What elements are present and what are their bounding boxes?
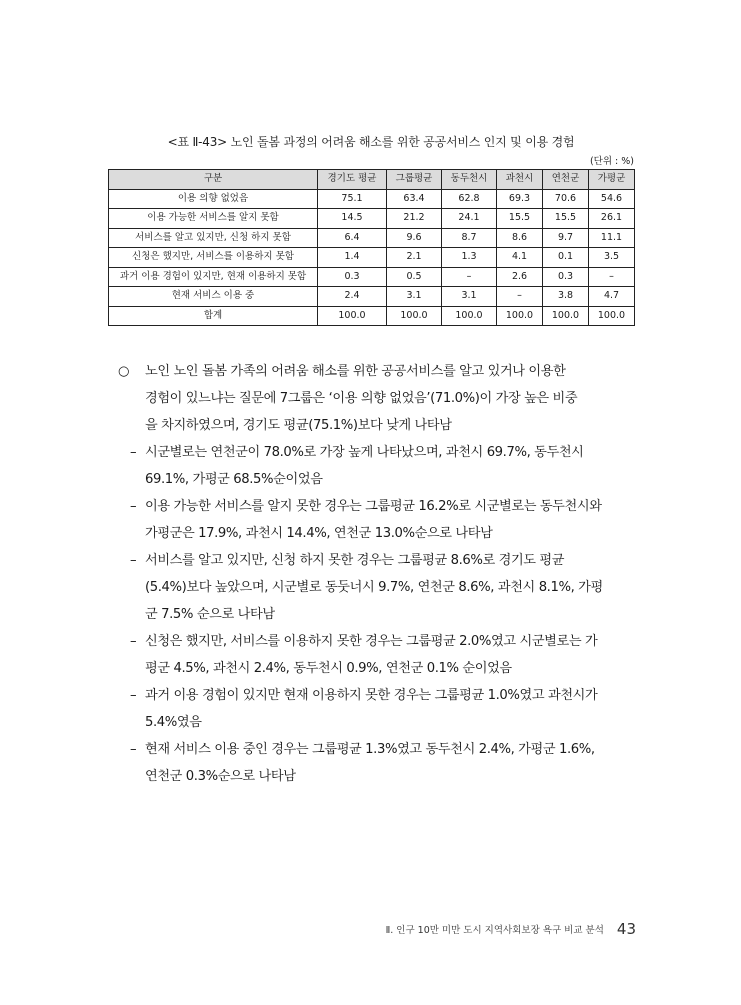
table-cell: 15.5 — [497, 209, 543, 229]
table-cell: 100.0 — [442, 306, 497, 326]
table-row — [109, 287, 635, 307]
table-cell: 26.1 — [589, 209, 635, 229]
row-label: 이용 의향 없었음 — [109, 189, 318, 209]
text-line: 노인 노인 돌봄 가족의 어려움 해소를 위한 공공서비스를 알고 있거나 이용한 — [145, 364, 566, 379]
text-line: 신청은 했지만, 서비스를 이용하지 못한 경우는 그룹평균 2.0%였고 시군별로는 가 — [145, 634, 598, 649]
table-cell: 1.4 — [318, 248, 387, 268]
table-cell: 11.1 — [589, 228, 635, 248]
table-cell: 9.7 — [543, 228, 589, 248]
table-cell: 4.7 — [589, 287, 635, 307]
column-header: 동두천시 — [442, 170, 497, 190]
dash-bullet-icon: – — [130, 688, 137, 703]
text-line: 가평군은 17.9%, 과천시 14.4%, 연천군 13.0%순으로 나타남 — [145, 526, 493, 541]
row-label: 서비스를 알고 있지만, 신청 하지 못함 — [109, 228, 318, 248]
table-cell: 62.8 — [442, 189, 497, 209]
table-caption: <표 Ⅱ-43> 노인 돌봄 과정의 어려움 해소를 위한 공공서비스 인지 및 이용 경험 — [167, 135, 575, 149]
column-header: 과천시 — [497, 170, 543, 190]
table-cell: 2.6 — [497, 267, 543, 287]
table-cell: 3.5 — [589, 248, 635, 268]
row-label: 신청은 했지만, 서비스를 이용하지 못함 — [109, 248, 318, 268]
dash-item — [118, 682, 638, 736]
table-cell: 100.0 — [318, 306, 387, 326]
dash-item — [118, 547, 638, 628]
column-header: 그룹평균 — [387, 170, 442, 190]
column-header: 경기도 평균 — [318, 170, 387, 190]
table-cell: 14.5 — [318, 209, 387, 229]
dash-bullet-icon: – — [130, 742, 137, 757]
column-header: 연천군 — [543, 170, 589, 190]
bullet-item — [118, 358, 638, 439]
page-number: 43 — [616, 920, 636, 938]
table-cell: 9.6 — [387, 228, 442, 248]
text-line: 군 7.5% 순으로 나타남 — [145, 607, 275, 622]
table-row — [109, 209, 635, 229]
table-cell: 24.1 — [442, 209, 497, 229]
page-footer — [360, 920, 636, 938]
table-cell: 0.1 — [543, 248, 589, 268]
table-cell: 0.3 — [543, 267, 589, 287]
text-line: 연천군 0.3%순으로 나타남 — [145, 769, 296, 784]
text-line: 경험이 있느냐는 질문에 7그룹은 ‘이용 의향 없었음’(71.0%)이 가장 높은 비중 — [145, 391, 578, 406]
circle-bullet-icon: ○ — [118, 364, 130, 379]
column-header: 구분 — [109, 170, 318, 190]
text-line: 을 차지하였으며, 경기도 평균(75.1%)보다 낮게 나타남 — [145, 418, 452, 433]
dash-bullet-icon: – — [130, 499, 137, 514]
table-cell: 54.6 — [589, 189, 635, 209]
table-header-row — [109, 170, 635, 190]
table-cell: 3.8 — [543, 287, 589, 307]
table-total-row — [109, 306, 635, 326]
table-cell: 1.3 — [442, 248, 497, 268]
text-line: 시군별로는 연천군이 78.0%로 가장 높게 나타났으며, 과천시 69.7%, 동두천시 — [145, 445, 584, 460]
table-row — [109, 189, 635, 209]
table-row — [109, 228, 635, 248]
table-cell: 63.4 — [387, 189, 442, 209]
text-line: 이용 가능한 서비스를 알지 못한 경우는 그룹평균 16.2%로 시군별로는 동두천시와 — [145, 499, 602, 514]
table-cell: 4.1 — [497, 248, 543, 268]
table-cell: 75.1 — [318, 189, 387, 209]
text-line: (5.4%)보다 높았으며, 시군별로 동둣너시 9.7%, 연천군 8.6%, 과천시 8.1%, 가평 — [145, 580, 603, 595]
table-cell: – — [442, 267, 497, 287]
table-cell: 100.0 — [497, 306, 543, 326]
table-cell: 0.5 — [387, 267, 442, 287]
row-label: 합계 — [109, 306, 318, 326]
text-line: 평군 4.5%, 과천시 2.4%, 동두천시 0.9%, 연천군 0.1% 순이었음 — [145, 661, 512, 676]
table-cell: 6.4 — [318, 228, 387, 248]
row-label: 이용 가능한 서비스를 알지 못함 — [109, 209, 318, 229]
text-line: 5.4%였음 — [145, 715, 202, 730]
table-cell: 2.4 — [318, 287, 387, 307]
row-label: 과거 이용 경험이 있지만, 현재 이용하지 못함 — [109, 267, 318, 287]
table-cell: 21.2 — [387, 209, 442, 229]
table-cell: – — [497, 287, 543, 307]
column-header: 가평군 — [589, 170, 635, 190]
dash-bullet-icon: – — [130, 634, 137, 649]
table-cell: 100.0 — [543, 306, 589, 326]
table-cell: 2.1 — [387, 248, 442, 268]
table-row — [109, 248, 635, 268]
table-cell: 69.3 — [497, 189, 543, 209]
table-cell: 100.0 — [589, 306, 635, 326]
table-cell: 70.6 — [543, 189, 589, 209]
text-line: 과거 이용 경험이 있지만 현재 이용하지 못한 경우는 그룹평균 1.0%였고 과천시가 — [145, 688, 598, 703]
table-cell: 0.3 — [318, 267, 387, 287]
unit-label: (단위 : %) — [589, 156, 634, 167]
footer-section-title: Ⅱ. 인구 10만 미만 도시 지역사회보장 욕구 비교 분석 — [385, 925, 604, 936]
dash-item — [118, 439, 638, 493]
dash-item — [118, 493, 638, 547]
stats-table — [108, 169, 635, 326]
table-row — [109, 267, 635, 287]
dash-item — [118, 628, 638, 682]
dash-bullet-icon: – — [130, 445, 137, 460]
text-line: 69.1%, 가평군 68.5%순이었음 — [145, 472, 323, 487]
row-label: 현재 서비스 이용 중 — [109, 287, 318, 307]
table-cell: 100.0 — [387, 306, 442, 326]
table-cell: 3.1 — [442, 287, 497, 307]
table-cell: 8.7 — [442, 228, 497, 248]
text-line: 현재 서비스 이용 중인 경우는 그룹평균 1.3%였고 동두천시 2.4%, 가평군 1.6%, — [145, 742, 595, 757]
table-cell: 8.6 — [497, 228, 543, 248]
table-cell: – — [589, 267, 635, 287]
dash-bullet-icon: – — [130, 553, 137, 568]
table-cell: 3.1 — [387, 287, 442, 307]
text-line: 서비스를 알고 있지만, 신청 하지 못한 경우는 그룹평균 8.6%로 경기도 평균 — [145, 553, 565, 568]
dash-item — [118, 736, 638, 790]
table-cell: 15.5 — [543, 209, 589, 229]
body-text — [118, 358, 638, 790]
